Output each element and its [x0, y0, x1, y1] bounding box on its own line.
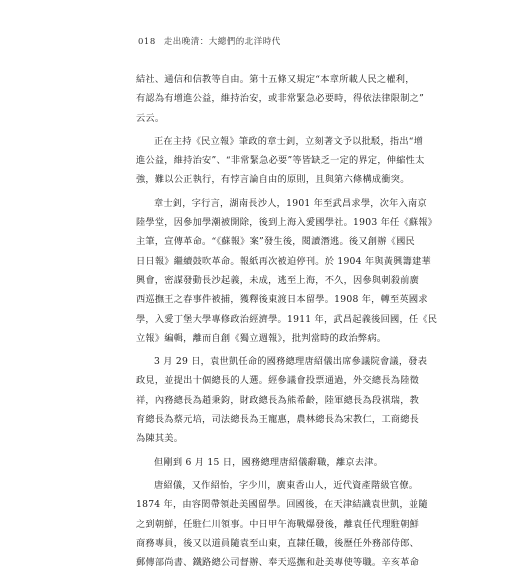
- text-line: 陸學堂，因參加學潮被開除，後到上海入愛國學社。1903 年任《蘇報》: [136, 217, 438, 229]
- text-line: 日日報》繼續鼓吹革命。報紙再次被迫停刊。於 1904 年與黃興籌建華: [136, 255, 431, 267]
- text-line: 云云。: [136, 112, 165, 124]
- page-number: 018: [138, 37, 156, 47]
- text-line: 1874 年，由容閎帶領赴美國留學。回國後，在天津結識袁世凱，並隨: [136, 499, 428, 511]
- text-line: 政見，並提出十個總長的人選。經參議會投票通過，外交總長為陸徵: [136, 375, 420, 387]
- text-line: 郵傳部尚書、鐵路總公司督辦、奉天巡撫和赴美專使等職。辛亥革命: [136, 557, 420, 569]
- text-line: 立報》編輯，離而自創《獨立週報》，批判當時的政治弊病。: [136, 332, 387, 344]
- text-line: 強，難以公正執行，有悖言論自由的原則，且與第六條構成衝突。: [136, 174, 410, 186]
- running-title: 走出晚清：大總們的北洋時代: [163, 37, 281, 47]
- text-line: 進公益，維持治安”、“非常緊急必要”等皆缺乏一定的界定，伸縮性太: [136, 155, 425, 167]
- text-line: 祥，內務總長為趙秉鈞，財政總長為熊希齡，陸軍總長為段祺瑞，教: [136, 394, 420, 406]
- body-text: [136, 70, 442, 572]
- text-line: 為陳其美。: [136, 433, 184, 445]
- text-line: 章士釗，字行言，湖南長沙人，1901 年至武昌求學，次年入南京: [154, 197, 427, 209]
- text-line: 之到朝鮮，任駐仁川領事。中日甲午海戰爆發後，離袁任代理駐朝鮮: [136, 518, 420, 530]
- running-header: [138, 35, 281, 47]
- text-line: 正在主持《民立報》筆政的章士釗，立刻著文予以批駁，指出“增: [154, 135, 424, 147]
- text-line: 有認為有增進公益，維持治安，或非常緊急必要時，得依法律限制之”: [136, 93, 425, 105]
- text-line: 育總長為蔡元培，司法總長為王寵惠，農林總長為宋教仁，工商總長: [136, 414, 420, 426]
- text-line: 主筆，宣傳革命。“《蘇報》案”發生後，閱讀潛逃。後又創辦《國民: [136, 236, 415, 248]
- text-line: 3 月 29 日，袁世凱任命的國務總理唐紹儀出席參議院會議，發表: [154, 356, 428, 368]
- text-line: 學，入愛丁堡大學專修政治經濟學。1911 年，武昌起義後回國，任《民: [136, 313, 438, 325]
- text-line: 興會，密謀發動長沙起義，未成，逃至上海，不久，因參與刺殺前廣: [136, 274, 420, 286]
- text-line: 西巡撫王之春事件被捕，獲釋後東渡日本留學。1908 年，轉至英國求: [136, 294, 428, 306]
- text-line: 但剛到 6 月 15 日，國務總理唐紹儀辭職，離京去津。: [154, 456, 384, 468]
- text-line: 商務專員，後又以道員隨袁至山東，直隸任職，後歷任外務部侍郎、: [136, 537, 420, 549]
- text-line: 唐紹儀，又作紹怡，字少川，廣東香山人，近代資產階級官僚。: [154, 479, 419, 491]
- text-line: 結社、通信和信教等自由。第十五條又規定“本章所載人民之權利，: [136, 74, 415, 85]
